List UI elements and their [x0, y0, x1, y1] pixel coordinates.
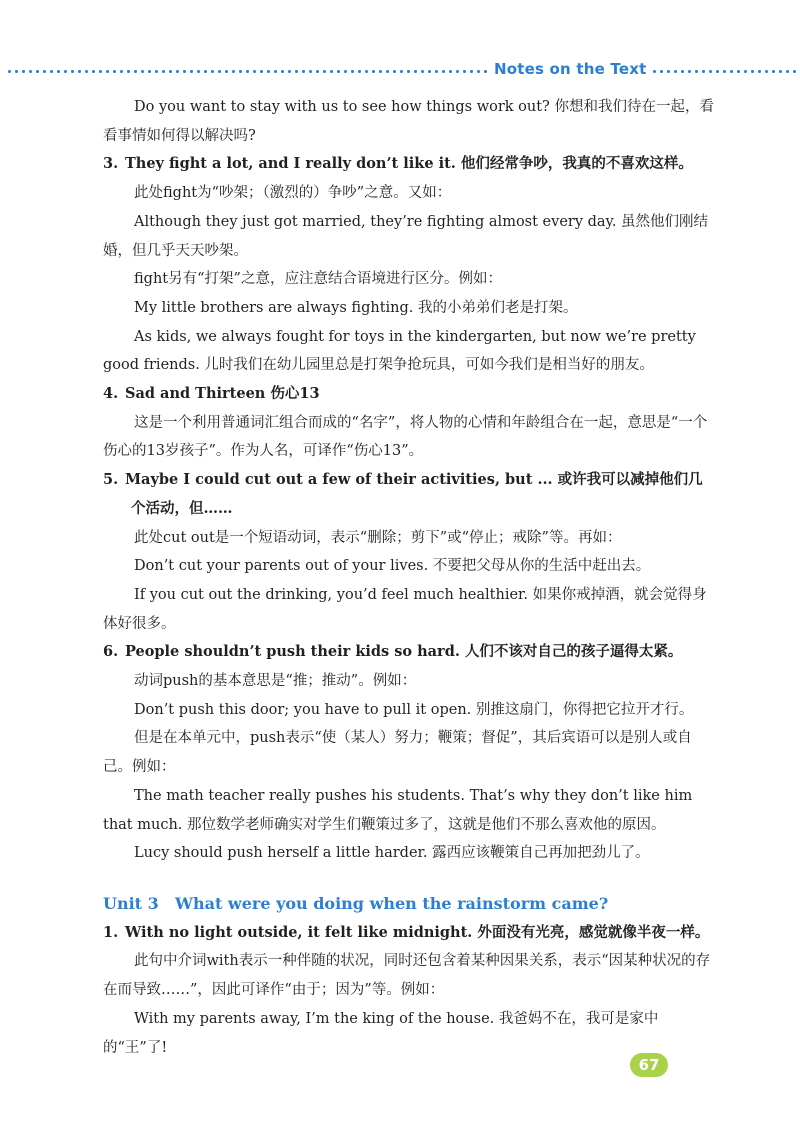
- paragraph: Lucy should push herself a little harder. 露西应该鞭策自己再加把劲儿了。: [134, 845, 650, 862]
- header-title: Notes on the Text: [494, 60, 647, 78]
- note-number: 1.: [103, 923, 119, 941]
- paragraph: My little brothers are always fighting. 我的小弟弟们老是打架。: [134, 299, 578, 316]
- unit-label: Unit 3: [103, 893, 159, 913]
- paragraph: 此句中介词with表示一种伴随的状况，同时还包含着某种因果关系，表示“因某种状况的存在而导致……”，因此可译作“由于；因为”等。例如：: [103, 953, 711, 999]
- note-number: 5.: [103, 471, 119, 489]
- unit-title: What were you doing when the rainstorm came?: [175, 893, 609, 913]
- paragraph: Do you want to stay with us to see how things work out? 你想和我们待在一起，看看事情如何得以解决吗?: [103, 99, 714, 144]
- paragraph: With my parents away, I’m the king of the house. 我爸妈不在，我可是家中的“王”了!: [103, 1010, 659, 1056]
- note-number: 3.: [103, 155, 119, 173]
- paragraph: fight另有“打架”之意，应注意结合语境进行区分。例如：: [134, 271, 502, 288]
- note-number: 6.: [103, 643, 119, 661]
- note-title: Sad and Thirteen 伤心13: [125, 385, 320, 403]
- header-dotted-rule-left: [6, 70, 490, 73]
- unit-heading: [103, 890, 715, 919]
- paragraph: If you cut out the drinking, you’d feel much healthier. 如果你戒掉酒，就会觉得身体好很多。: [103, 586, 707, 632]
- note-number: 4.: [103, 385, 119, 403]
- note-title: With no light outside, it felt like midnight. 外面没有光亮，感觉就像半夜一样。: [125, 923, 710, 941]
- note-heading-4: [103, 380, 715, 409]
- note-heading-1: [103, 919, 715, 948]
- note-heading-3: [103, 150, 715, 179]
- paragraph: 此处cut out是一个短语动词，表示“删除；剪下”或“停止；戒除”等。再如：: [134, 529, 622, 546]
- note-heading-5: [103, 466, 715, 523]
- paragraph: 这是一个利用普通词汇组合而成的“名字”，将人物的心情和年龄组合在一起，意思是“一个伤心的13岁孩子”。作为人名，可译作“伤心13”。: [103, 414, 708, 460]
- header-dotted-rule-right: [651, 70, 800, 73]
- paragraph: As kids, we always fought for toys in the kindergarten, but now we’re pretty good friends. 儿时我们在幼儿园里总是打架争抢玩具，可如今我们是相当好的朋友。: [103, 328, 696, 374]
- note-title: People shouldn’t push their kids so hard. 人们不该对自己的孩子逼得太紧。: [125, 643, 683, 661]
- running-header: [0, 58, 800, 84]
- paragraph: Don’t cut your parents out of your lives. 不要把父母从你的生活中赶出去。: [134, 558, 651, 575]
- paragraph: 此处fight为“吵架；（激烈的）争吵”之意。又如：: [134, 185, 452, 202]
- paragraph: The math teacher really pushes his students. That’s why they don’t like him that much. 那位数学老师确实对学生们鞭策过多了，这就是他们不那么喜欢他的原因。: [103, 787, 693, 833]
- paragraph: Although they just got married, they’re fighting almost every day. 虽然他们刚结婚，但几乎天天吵架。: [103, 213, 709, 259]
- paragraph: 但是在本单元中，push表示“使（某人）努力；鞭策；督促”，其后宾语可以是别人或自己。例如：: [103, 730, 692, 776]
- page-body: [103, 93, 715, 1062]
- paragraph: 动词push的基本意思是“推；推动”。例如：: [134, 673, 417, 690]
- note-heading-6: [103, 638, 715, 667]
- note-title: Maybe I could cut out a few of their activities, but ... 或许我可以减掉他们几个活动，但……: [125, 471, 703, 517]
- page-number-badge: 67: [630, 1053, 668, 1077]
- note-title: They fight a lot, and I really don’t like it. 他们经常争吵，我真的不喜欢这样。: [125, 155, 693, 173]
- paragraph: Don’t push this door; you have to pull it open. 别推这扇门，你得把它拉开才行。: [134, 701, 694, 718]
